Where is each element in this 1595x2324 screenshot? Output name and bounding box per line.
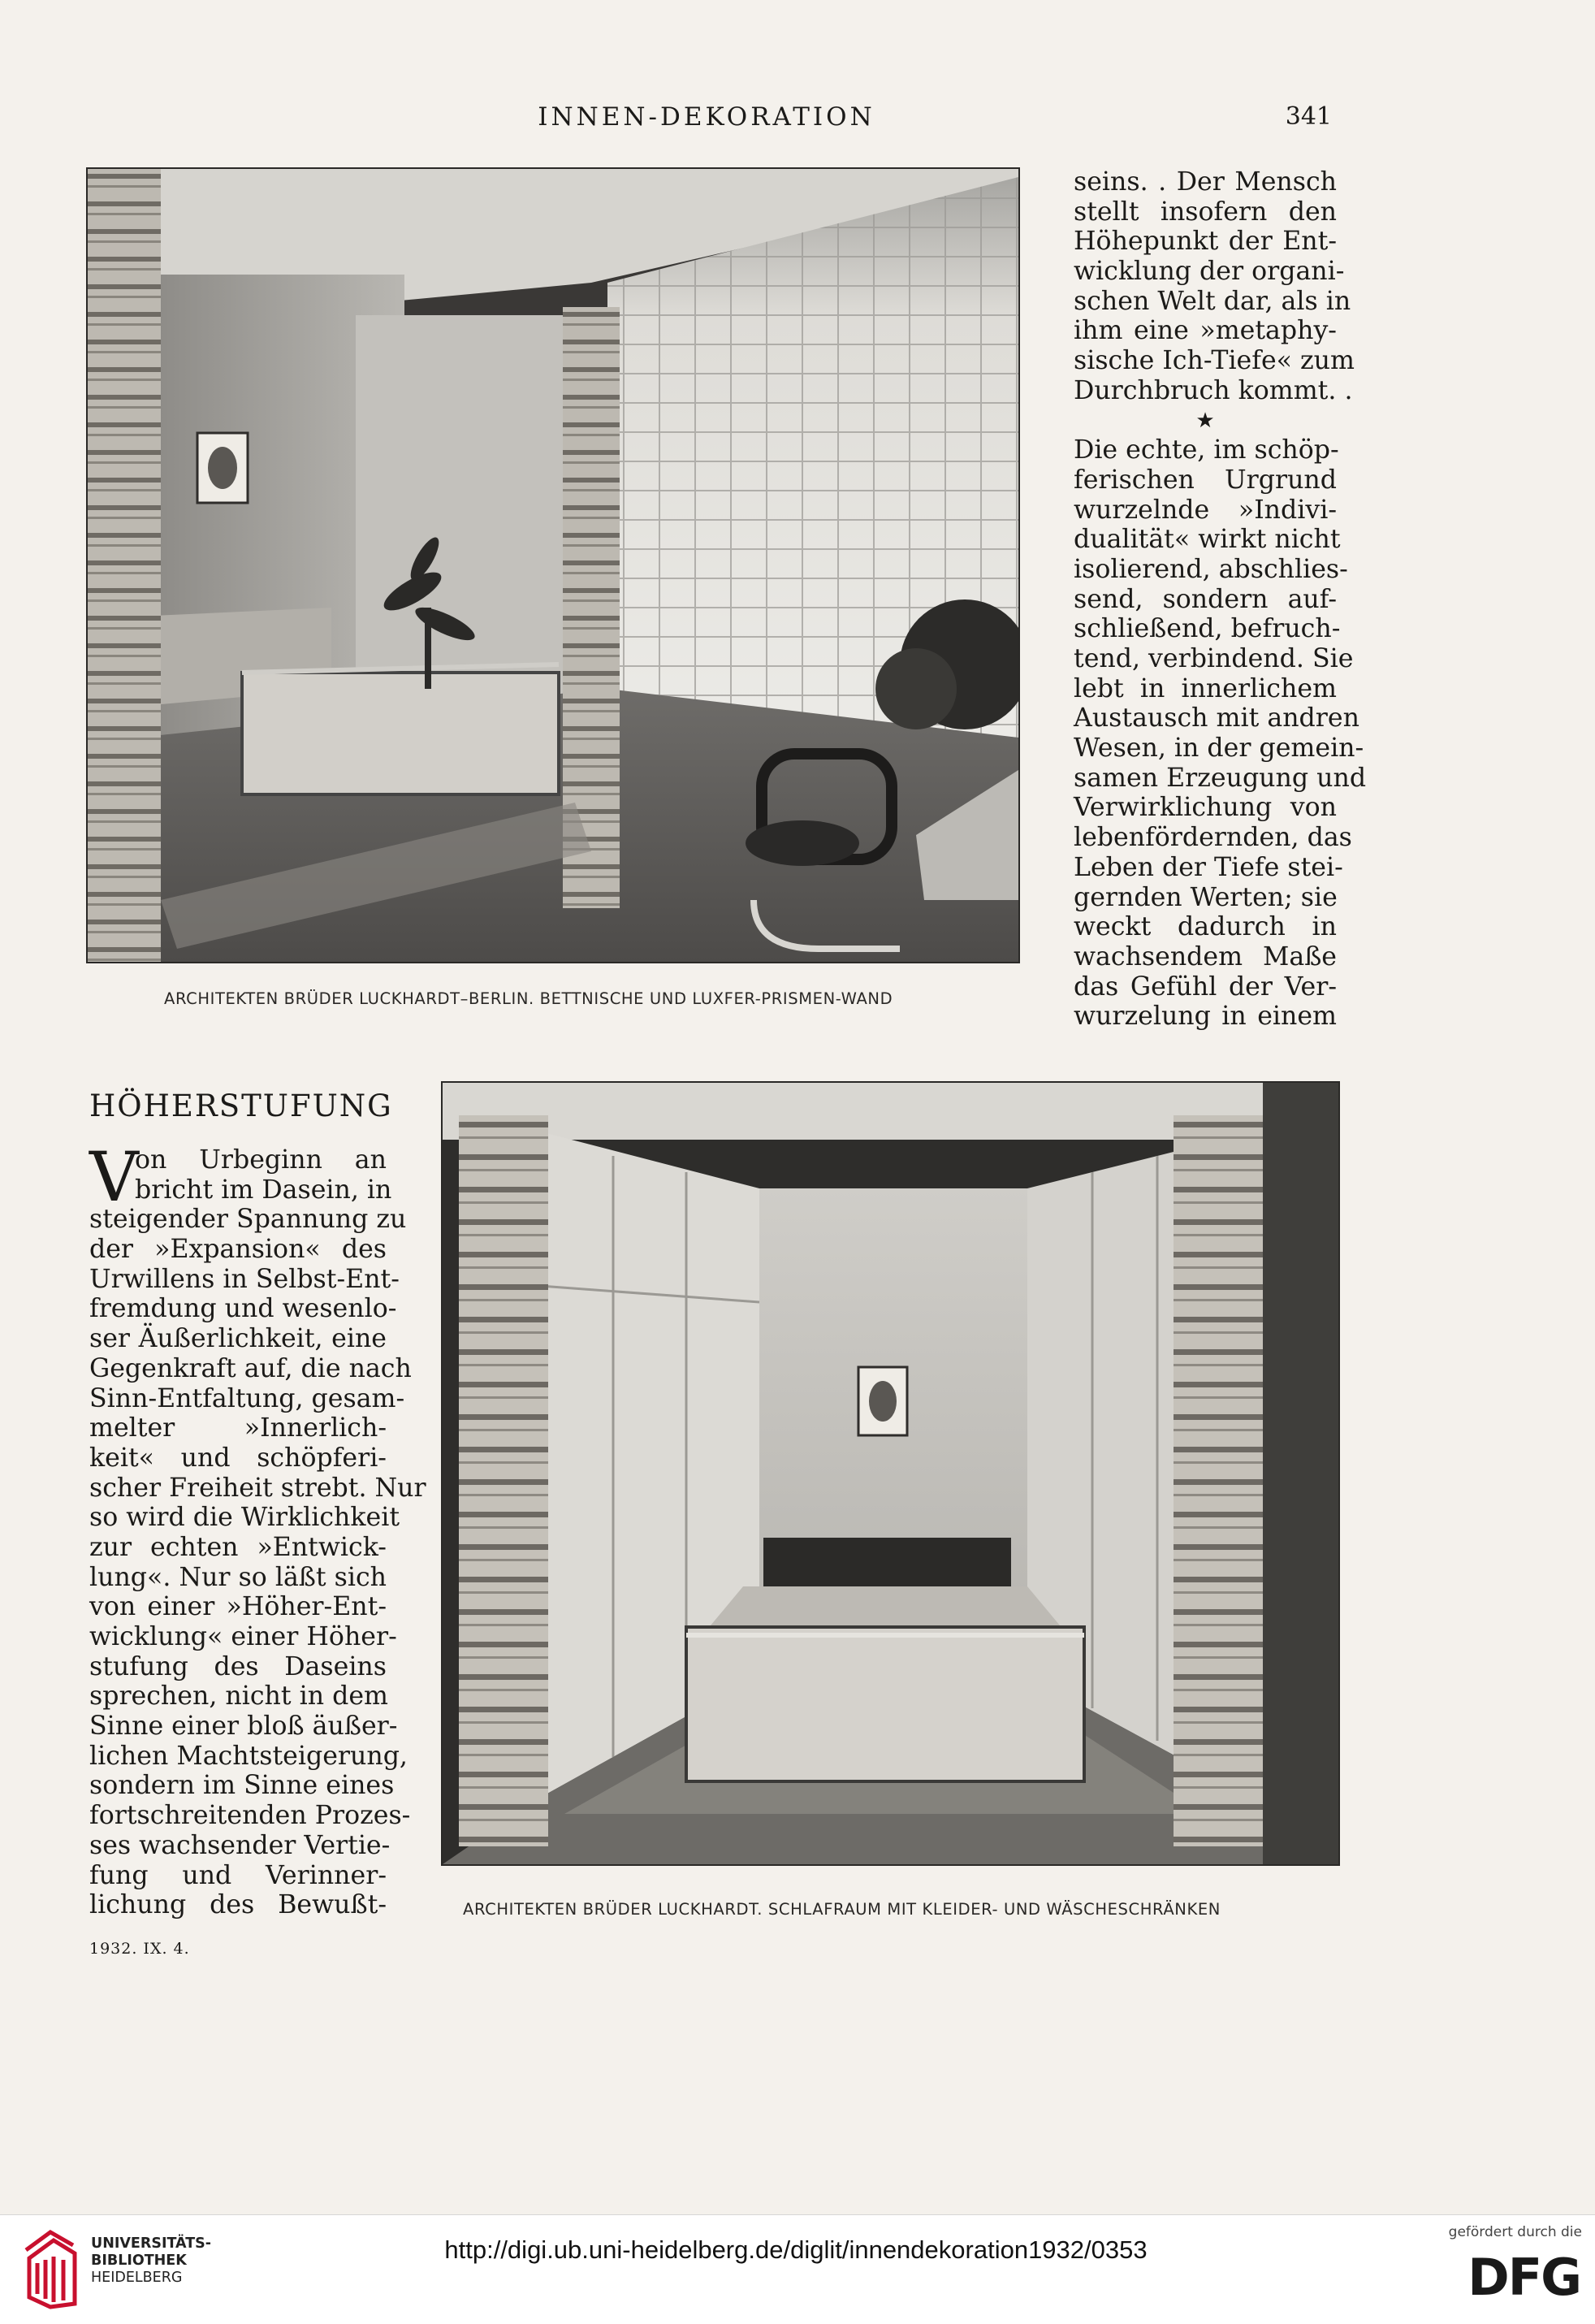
text-column-right bbox=[1074, 167, 1367, 1032]
text-line: Gegenkraft auf, die nach bbox=[89, 1353, 412, 1383]
text-line: ses wachsender Vertie- bbox=[89, 1830, 391, 1860]
text-line: melter »Innerlich- bbox=[89, 1413, 387, 1443]
text-line: sische Ich-Tiefe« zum bbox=[1074, 346, 1355, 376]
text-line: gernden Werten; sie bbox=[1074, 882, 1338, 912]
text-line: keit« und schöpferi- bbox=[89, 1443, 387, 1473]
text-line: lichen Machtsteigerung, bbox=[89, 1741, 408, 1771]
page-number: 341 bbox=[1285, 102, 1332, 131]
text-line: lichung des Bewußt- bbox=[89, 1890, 387, 1920]
text-line: Durchbruch kommt. . bbox=[1074, 375, 1353, 405]
text-line: ihm eine »metaphy- bbox=[1074, 316, 1337, 346]
text-line: dualität« wirkt nicht bbox=[1074, 525, 1341, 555]
photo-bedroom-wardrobes bbox=[441, 1081, 1340, 1866]
text-line: von einer »Höher-Ent- bbox=[89, 1592, 387, 1622]
text-line: Urwillens in Selbst-Ent- bbox=[89, 1264, 400, 1294]
photo-bed-niche bbox=[86, 167, 1020, 963]
text-line: Austausch mit andren bbox=[1074, 703, 1359, 734]
text-line: on Urbeginn an bbox=[135, 1145, 387, 1175]
text-line: wachsendem Maße bbox=[1074, 941, 1337, 972]
section-heading: HÖHERSTUFUNG bbox=[89, 1088, 393, 1123]
photo-bedroom-wardrobes-drawing bbox=[443, 1083, 1338, 1864]
text-line: wicklung« einer Höher- bbox=[89, 1622, 397, 1651]
library-name-line: UNIVERSITÄTS- bbox=[91, 2235, 212, 2252]
dfg-logo: DFG bbox=[1467, 2248, 1580, 2307]
text-line: fortschreitenden Prozes- bbox=[89, 1801, 411, 1831]
text-line: ser Äußerlichkeit, eine bbox=[89, 1324, 387, 1354]
text-line: stellt insofern den bbox=[1074, 197, 1337, 227]
text-line: Die echte, im schöp- bbox=[1074, 435, 1339, 465]
figure-caption-2: ARCHITEKTEN BRÜDER LUCKHARDT. SCHLAFRAUM MIT KLEIDER- UND WÄSCHESCHRÄNKEN bbox=[463, 1900, 1221, 1919]
text-line: Sinne einer bloß äußer- bbox=[89, 1712, 398, 1742]
photo-bed-niche-drawing bbox=[88, 169, 1018, 962]
text-line: Verwirklichung von bbox=[1074, 793, 1337, 823]
text-line: der »Expansion« des bbox=[89, 1235, 387, 1265]
text-line: lebt in innerlichem bbox=[1074, 673, 1337, 703]
text-line: steigender Spannung zu bbox=[89, 1205, 407, 1235]
text-line: Sinn-Entfaltung, gesam- bbox=[89, 1383, 405, 1413]
text-line: sondern im Sinne eines bbox=[89, 1771, 395, 1801]
footer-bar bbox=[0, 2214, 1595, 2324]
text-line: lebenfördernden, das bbox=[1074, 823, 1352, 853]
text-line: tend, verbindend. Sie bbox=[1074, 644, 1354, 673]
text-line: bricht im Dasein, in bbox=[135, 1175, 392, 1205]
section-separator-star: ★ bbox=[1195, 408, 1215, 433]
text-line: wicklung der organi- bbox=[1074, 257, 1345, 287]
library-name bbox=[91, 2235, 211, 2287]
text-line: wurzelnde »Indivi- bbox=[1074, 495, 1337, 525]
text-line: schließend, befruch- bbox=[1074, 614, 1341, 644]
text-line: ferischen Urgrund bbox=[1074, 465, 1337, 495]
text-line: stufung des Daseins bbox=[89, 1651, 387, 1681]
text-line: Wesen, in der gemein- bbox=[1074, 734, 1364, 764]
text-line: fremdung und wesenlo- bbox=[89, 1294, 397, 1324]
text-line: weckt dadurch in bbox=[1074, 912, 1337, 942]
text-line: fung und Verinner- bbox=[89, 1860, 387, 1890]
text-line: lung«. Nur so läßt sich bbox=[89, 1562, 387, 1592]
permalink-url[interactable]: http://digi.ub.uni-heidelberg.de/diglit/innendekoration1932/0353 bbox=[444, 2235, 1148, 2264]
text-line: samen Erzeugung und bbox=[1074, 763, 1367, 793]
library-name-line: BIBLIOTHEK bbox=[91, 2253, 187, 2269]
ub-heidelberg-logo-icon bbox=[18, 2226, 81, 2313]
text-column-left bbox=[89, 1137, 426, 1920]
text-line: send, sondern auf- bbox=[1074, 584, 1337, 614]
issue-mark: 1932. IX. 4. bbox=[89, 1940, 190, 1958]
text-line: Höhepunkt der Ent- bbox=[1074, 227, 1337, 257]
text-line: zur echten »Entwick- bbox=[89, 1532, 387, 1562]
text-line: das Gefühl der Ver- bbox=[1074, 972, 1337, 1002]
text-line: schen Welt dar, als in bbox=[1074, 286, 1351, 316]
funded-by-label: gefördert durch die bbox=[1448, 2224, 1582, 2240]
drop-capital: V bbox=[89, 1137, 139, 1217]
text-line: scher Freiheit strebt. Nur bbox=[89, 1473, 426, 1503]
text-line: sprechen, nicht in dem bbox=[89, 1681, 389, 1712]
running-title: INNEN-DEKORATION bbox=[538, 102, 875, 132]
text-line: wurzelung in einem bbox=[1074, 1002, 1337, 1032]
text-line: Leben der Tiefe stei- bbox=[1074, 852, 1343, 882]
library-name-line: HEIDELBERG bbox=[91, 2270, 183, 2286]
text-line: seins. . Der Mensch bbox=[1074, 167, 1337, 197]
figure-caption-1: ARCHITEKTEN BRÜDER LUCKHARDT–BERLIN. BETTNISCHE UND LUXFER-PRISMEN-WAND bbox=[164, 989, 893, 1008]
text-line: so wird die Wirklichkeit bbox=[89, 1503, 400, 1533]
text-line: isolierend, abschlies- bbox=[1074, 554, 1348, 584]
